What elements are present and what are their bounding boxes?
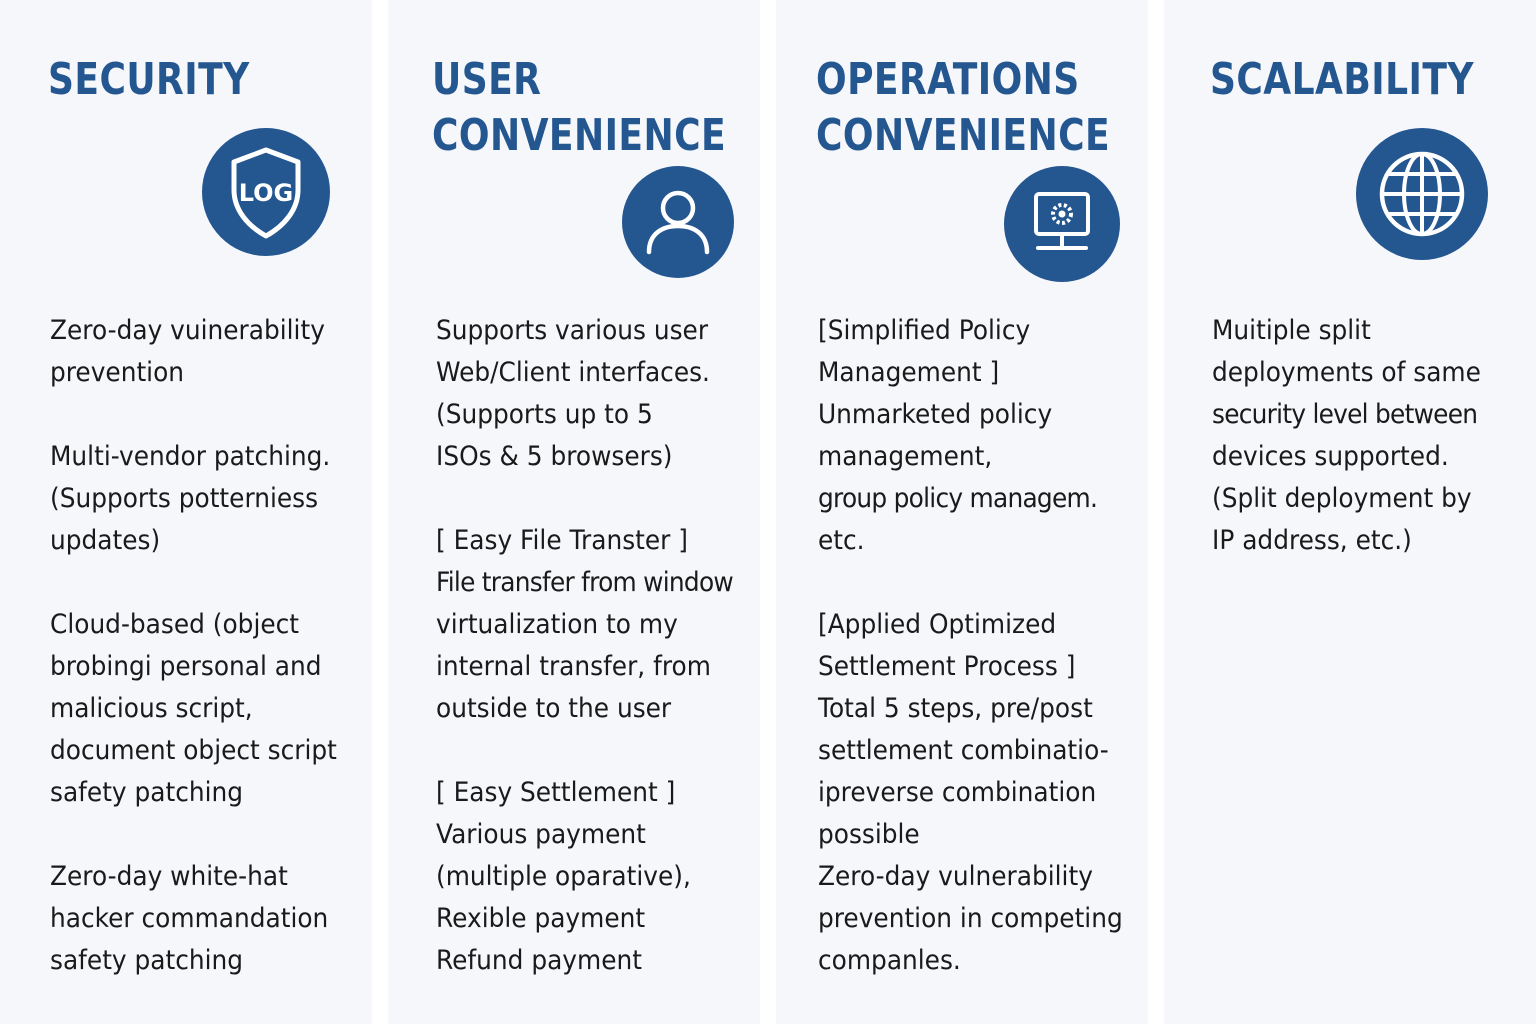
column-security (0, 0, 372, 1024)
feature-text-line: ipreverse combination (818, 777, 1097, 808)
feature-text-line: group policy managem. (818, 483, 1098, 514)
feature-text-line: Muitiple split (1212, 315, 1371, 346)
feature-text-line: malicious script, (50, 693, 253, 724)
feature-text-line: IP address, etc.) (1212, 525, 1412, 556)
shield-log-icon (202, 128, 330, 256)
globe-icon (1356, 128, 1488, 260)
feature-text-line: safety patching (50, 945, 244, 976)
feature-text-line: prevention in competing (818, 903, 1123, 934)
user-icon (622, 166, 734, 278)
feature-text-line: settlement combinatio- (818, 735, 1109, 766)
column-title-line: SECURITY (48, 54, 250, 105)
feature-text-line: Zero-day white-hat (50, 861, 288, 892)
feature-text-line: Supports various user (436, 315, 709, 346)
feature-text-line: Refund payment (436, 945, 642, 976)
feature-paragraph (436, 310, 733, 478)
feature-text-line: prevention (50, 357, 185, 388)
feature-text-line: [Applied Optimized (818, 609, 1057, 640)
feature-text-line: File transfer from window (436, 567, 734, 598)
feature-text-line: (Supports potterniess (50, 483, 319, 514)
column-title (816, 52, 1110, 164)
feature-paragraph (436, 772, 733, 982)
feature-text-line: updates) (50, 525, 161, 556)
feature-text-line: document object script (50, 735, 337, 766)
feature-text-line: (Supports up to 5 (436, 399, 653, 430)
feature-text-line: Various payment (436, 819, 646, 850)
column-body (436, 310, 733, 1024)
feature-paragraph (1212, 310, 1481, 562)
column-body (50, 310, 337, 1024)
column-title (1210, 52, 1474, 108)
feature-paragraph (50, 436, 337, 562)
monitor-gear-icon (1004, 166, 1120, 282)
feature-text-line: [ Easy Settlement ] (436, 777, 676, 808)
feature-text-line: possible (818, 819, 920, 850)
feature-text-line: Zero-day vuinerability (50, 315, 325, 346)
feature-text-line: devices supported. (1212, 441, 1449, 472)
feature-text-line: virtualization to my (436, 609, 678, 640)
feature-text-line: [ Easy File Transter ] (436, 525, 688, 556)
column-scalability (1164, 0, 1536, 1024)
feature-paragraph (818, 604, 1123, 982)
column-title-line: CONVENIENCE (816, 110, 1111, 161)
shield-log-label: LOG (238, 179, 294, 207)
feature-text-line: internal transfer, from (436, 651, 711, 682)
feature-text-line: Unmarketed policy (818, 399, 1053, 430)
feature-text-line: Multi-vendor patching. (50, 441, 331, 472)
column-user-convenience (388, 0, 760, 1024)
feature-text-line: ISOs & 5 browsers) (436, 441, 673, 472)
feature-text-line: Cloud-based (object (50, 609, 300, 640)
feature-text-line: (multiple oparative), (436, 861, 691, 892)
feature-text-line: outside to the user (436, 693, 672, 724)
column-body (1212, 310, 1481, 604)
feature-text-line: hacker commandation (50, 903, 329, 934)
feature-text-line: etc. (818, 525, 865, 556)
feature-text-line: Management ] (818, 357, 1000, 388)
feature-paragraph (50, 856, 337, 982)
feature-text-line: Settlement Process ] (818, 651, 1076, 682)
feature-paragraph (436, 520, 733, 730)
feature-text-line: [Simplified Policy (818, 315, 1031, 346)
column-title-line: OPERATIONS (816, 54, 1080, 105)
feature-text-line: Rexible payment (436, 903, 646, 934)
feature-text-line: safety patching (50, 777, 244, 808)
column-body (818, 310, 1123, 1024)
feature-text-line: deployments of same (1212, 357, 1481, 388)
column-title-line: SCALABILITY (1210, 54, 1474, 105)
column-title-line: USER (432, 54, 542, 105)
feature-text-line: companles. (818, 945, 961, 976)
column-title-line: CONVENIENCE (432, 110, 727, 161)
feature-text-line: Total 5 steps, pre/post (818, 693, 1093, 724)
feature-text-line: brobingi personal and (50, 651, 322, 682)
feature-text-line: Zero-day vulnerability (818, 861, 1093, 892)
feature-text-line: Web/Client interfaces. (436, 357, 710, 388)
column-title (432, 52, 726, 164)
feature-text-line: security level between (1212, 399, 1478, 430)
feature-text-line: (Split deployment by (1212, 483, 1472, 514)
feature-text-line: management, (818, 441, 993, 472)
feature-paragraph (50, 604, 337, 814)
column-operations-convenience (776, 0, 1148, 1024)
column-title (48, 52, 250, 108)
feature-paragraph (50, 310, 337, 394)
feature-paragraph (818, 310, 1123, 562)
